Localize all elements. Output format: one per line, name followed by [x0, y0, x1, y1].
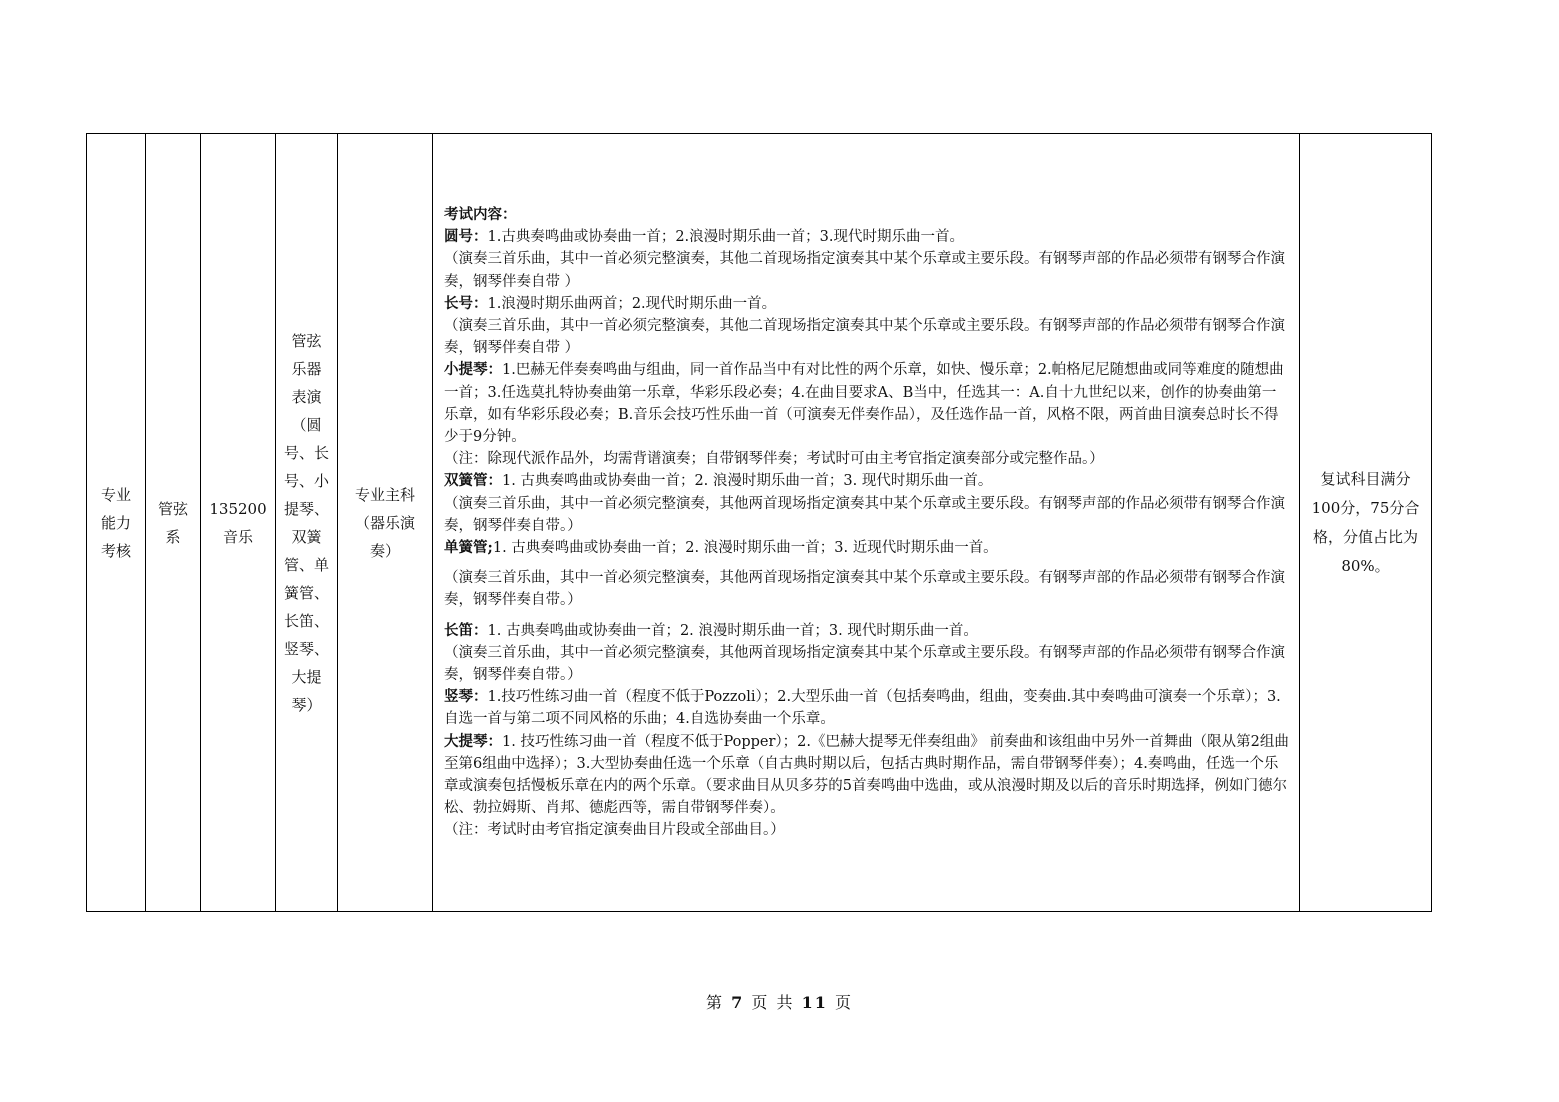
- direction-line: 乐器: [291, 359, 322, 378]
- score-line: 80%。: [1341, 556, 1390, 575]
- subject-cell: [338, 134, 433, 912]
- score-cell: [1300, 134, 1432, 912]
- instrument-requirement: [444, 731, 1289, 820]
- instrument-text: 1. 技巧性练习曲一首（程度不低于Popper）；2.《巴赫大提琴无伴奏组曲》 前奏曲和该组曲中另外一首舞曲（限从第2组曲至第6组曲中选择）；3.大型协奏曲任选一个乐章（自古典时期以后，包括古典时期作品，需自带钢琴伴奏）；4.奏鸣曲，任选一个乐章或演奏包括慢板乐章在内的两个乐章。（要求曲目从贝多芬的5首奏鸣曲中选曲，或从浪漫时期及以后的音乐时期选择，例如门德尔松、勃拉姆斯、肖邦、德彪西等，需自带钢琴伴奏）。: [444, 733, 1289, 817]
- instrument-text: 1.古典奏鸣曲或协奏曲一首；2.浪漫时期乐曲一首；3.现代时期乐曲一首。: [487, 229, 965, 246]
- department-line: 管弦: [157, 499, 188, 518]
- page-footer: [0, 990, 1559, 1013]
- requirement-note: （注：除现代派作品外，均需背谱演奏；自带钢琴伴奏；考试时可由主考官指定演奏部分或完整作品。）: [444, 451, 1104, 468]
- requirement-note: （演奏三首乐曲，其中一首必须完整演奏，其他两首现场指定演奏其中某个乐章或主要乐段。有钢琴声部的作品必须带有钢琴合作演奏，钢琴伴奏自带。）: [444, 495, 1285, 534]
- subject-line: （器乐演: [354, 513, 415, 532]
- instrument-text: 1. 古典奏鸣曲或协奏曲一首；2. 浪漫时期乐曲一首；3. 现代时期乐曲一首。: [487, 622, 978, 639]
- instrument-label: 长笛：: [444, 621, 488, 639]
- score-line: 格，分值占比为: [1312, 527, 1418, 546]
- instrument-text: 1. 古典奏鸣曲或协奏曲一首；2. 浪漫时期乐曲一首；3. 现代时期乐曲一首。: [502, 473, 993, 490]
- department-line: 系: [165, 527, 181, 546]
- instrument-label: 圆号：: [444, 228, 488, 246]
- exam-content-cell: [433, 134, 1300, 912]
- footer-suffix: 页: [834, 993, 853, 1012]
- direction-line: 号、长: [283, 443, 329, 462]
- instrument-requirement: [444, 537, 1289, 559]
- category-line: 能力: [100, 513, 131, 532]
- instrument-label: 竖琴：: [444, 688, 488, 706]
- footer-mid: 页 共: [751, 993, 795, 1012]
- direction-line: 号、小: [283, 471, 329, 490]
- instrument-label: 长号：: [444, 294, 488, 312]
- direction-line: （圆: [291, 415, 322, 434]
- instrument-requirement: [444, 359, 1289, 448]
- instrument-label: 双簧管：: [444, 472, 502, 490]
- instrument-text: 1. 古典奏鸣曲或协奏曲一首；2. 浪漫时期乐曲一首；3. 近现代时期乐曲一首。: [492, 540, 998, 557]
- direction-line: 大提: [291, 667, 322, 686]
- direction-line: 管弦: [291, 331, 322, 350]
- major-cell: [201, 134, 276, 912]
- direction-line: 簧管、: [283, 583, 329, 602]
- footer-total-pages: 11: [801, 993, 828, 1012]
- instrument-label: 单簧管;: [444, 539, 493, 557]
- requirement-note: （演奏三首乐曲，其中一首必须完整演奏，其他两首现场指定演奏其中某个乐章或主要乐段。有钢琴声部的作品必须带有钢琴合作演奏，钢琴伴奏自带。）: [444, 570, 1285, 609]
- requirement-note: （演奏三首乐曲，其中一首必须完整演奏，其他两首现场指定演奏其中某个乐章或主要乐段。有钢琴声部的作品必须带有钢琴合作演奏，钢琴伴奏自带。）: [444, 644, 1285, 684]
- subject-line: 奏）: [369, 541, 400, 560]
- department-cell: [146, 134, 201, 912]
- major-name: 音乐: [222, 527, 253, 546]
- instrument-label: 小提琴：: [444, 361, 502, 379]
- direction-line: 表演: [291, 387, 322, 406]
- direction-line: 竖琴、: [283, 639, 329, 658]
- instrument-requirement: [444, 686, 1289, 730]
- instrument-requirement: [444, 620, 1289, 642]
- requirement-note: （注：考试时由考官指定演奏曲目片段或全部曲目。）: [444, 822, 785, 839]
- instrument-requirement: [444, 293, 1289, 315]
- exam-table: [86, 133, 1432, 912]
- instrument-requirement: [444, 470, 1289, 492]
- instrument-text: 1.技巧性练习曲一首（程度不低于Pozzoli）；2.大型乐曲一首（包括奏鸣曲，组曲，变奏曲.其中奏鸣曲可演奏一个乐章）；3.自选一首与第二项不同风格的乐曲；4.自选协奏曲一个乐章。: [444, 689, 1281, 728]
- direction-line: 长笛、: [283, 611, 329, 630]
- instrument-requirement: [444, 226, 1289, 248]
- direction-line: 双簧: [291, 527, 322, 546]
- content-items: [444, 226, 1289, 841]
- major-code: 135200: [209, 499, 267, 518]
- subject-line: 专业主科: [354, 485, 415, 504]
- direction-cell: [276, 134, 338, 912]
- footer-page-number: 7: [731, 993, 745, 1012]
- footer-prefix: 第: [706, 993, 725, 1012]
- requirement-note: （演奏三首乐曲，其中一首必须完整演奏，其他二首现场指定演奏其中某个乐章或主要乐段。有钢琴声部的作品必须带有钢琴合作演奏，钢琴伴奏自带 ）: [444, 251, 1285, 290]
- score-line: 复试科目满分: [1320, 469, 1411, 488]
- content-heading: 考试内容：: [444, 206, 517, 223]
- instrument-text: 1.巴赫无伴奏奏鸣曲与组曲，同一首作品当中有对比性的两个乐章，如快、慢乐章；2.帕格尼尼随想曲或同等难度的随想曲一首；3.任选莫扎特协奏曲第一乐章，华彩乐段必奏；4.在曲目要求A、B当中，任选其一：A.自十九世纪以来，创作的协奏曲第一乐章，如有华彩乐段必奏；B.音乐会技巧性乐曲一首（可演奏无伴奏作品），及任选作品一首，风格不限，两首曲目演奏总时长不得少于9分钟。: [444, 362, 1284, 446]
- direction-line: 琴）: [291, 695, 322, 714]
- category-cell: [87, 134, 146, 912]
- category-line: 考核: [100, 541, 131, 560]
- direction-line: 管、单: [283, 555, 329, 574]
- direction-line: 提琴、: [283, 499, 329, 518]
- category-line: 专业: [100, 485, 131, 504]
- score-line: 100分，75分合: [1311, 498, 1420, 517]
- instrument-label: 大提琴：: [444, 732, 502, 750]
- table-row: [87, 134, 1432, 912]
- requirement-note: （演奏三首乐曲，其中一首必须完整演奏，其他二首现场指定演奏其中某个乐章或主要乐段。有钢琴声部的作品必须带有钢琴合作演奏，钢琴伴奏自带 ）: [444, 318, 1285, 357]
- instrument-text: 1.浪漫时期乐曲两首；2.现代时期乐曲一首。: [487, 295, 777, 312]
